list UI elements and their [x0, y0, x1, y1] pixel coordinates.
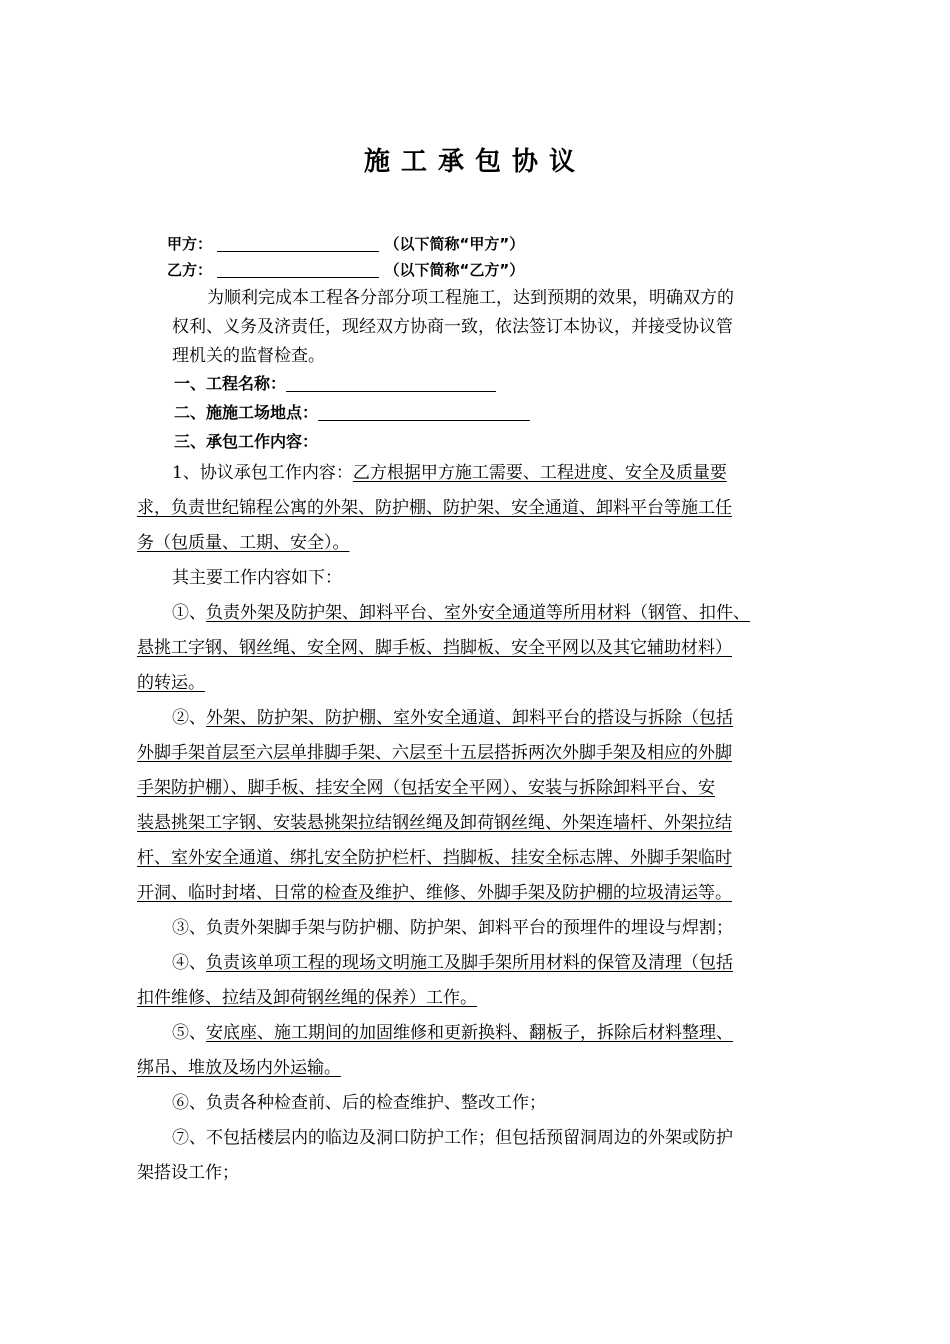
main-content-intro: 其主要工作内容如下： [172, 568, 342, 588]
c2-line-3: 手架防护棚）、脚手板、挂安全网（包括安全平网）、安装与拆除卸料平台、安 [137, 778, 715, 798]
party-a-label: 甲方： [167, 235, 213, 253]
section-project-name-label: 一、工程名称： [174, 374, 287, 393]
section-site-location-label: 二、施施工场地点： [174, 403, 319, 422]
c1-line-2: 悬挑工字钢、钢丝绳、安全网、脚手板、挡脚板、安全平网以及其它辅助材料） [137, 638, 732, 658]
intro-line-1: 为顺利完成本工程各分部分项工程施工，达到预期的效果，明确双方的 [207, 288, 734, 308]
c2-line-2: 外脚手架首层至六层单排脚手架、六层至十五层搭拆两次外脚手架及相应的外脚 [137, 743, 732, 763]
c6-line: ⑥、负责各种检查前、后的检查维护、整改工作； [172, 1093, 546, 1113]
c2-line-4: 装悬挑架工字钢、安装悬挑架拉结钢丝绳及卸荷钢丝绳、外架连墙杆、外架拉结 [137, 813, 732, 833]
c5-text-1: 安底座、施工期间的加固维修和更新换料、翻板子，拆除后材料整理、 [206, 1023, 733, 1043]
c4-prefix: ④、 [172, 953, 206, 973]
item1-line-3: 务（包质量、工期、安全）。 [137, 533, 350, 553]
c2-line-1 [172, 705, 733, 731]
party-b-line [167, 259, 524, 281]
c4-line-1 [172, 950, 733, 976]
party-b-label: 乙方： [167, 261, 213, 279]
intro-line-3: 理机关的监督检查。 [172, 346, 325, 366]
c1-text-1: 负责外架及防护架、卸料平台、室外安全通道等所用材料（钢管、扣件、 [206, 603, 750, 623]
c2-prefix: ②、 [172, 708, 206, 728]
c7-line-1: ⑦、不包括楼层内的临边及洞口防护工作；但包括预留洞周边的外架或防护 [172, 1128, 733, 1148]
item1-line-1 [172, 460, 727, 486]
party-a-note: （以下简称“甲方”） [384, 235, 525, 253]
c2-text-1: 外架、防护架、防护棚、室外安全通道、卸料平台的搭设与拆除（包括 [206, 708, 733, 728]
section-site-location [174, 401, 530, 425]
party-a-line [167, 233, 524, 255]
c3-line: ③、负责外架脚手架与防护棚、防护架、卸料平台的预埋件的埋设与焊割； [172, 918, 733, 938]
item1-prefix: 1、协议承包工作内容： [172, 463, 353, 483]
party-b-note: （以下简称“乙方”） [384, 261, 525, 279]
item1-text-1: 乙方根据甲方施工需要、工程进度、安全及质量要 [352, 463, 727, 483]
c2-line-6: 开洞、临时封堵、日常的检查及维护、维修、外脚手架及防护棚的垃圾清运等。 [137, 883, 732, 903]
c5-line-1 [172, 1020, 733, 1046]
document-title: 施工承包协议 [363, 147, 586, 177]
item1-line-2: 求，负责世纪锦程公寓的外架、防护棚、防护架、安全通道、卸料平台等施工任 [137, 498, 732, 518]
section-project-name [174, 372, 496, 396]
c1-line-1 [172, 600, 750, 626]
site-location-blank[interactable] [318, 404, 530, 421]
project-name-blank[interactable] [286, 375, 496, 392]
c1-prefix: ①、 [172, 603, 206, 623]
c2-line-5: 杆、室外安全通道、绑扎安全防护栏杆、挡脚板、挂安全标志牌、外脚手架临时 [137, 848, 732, 868]
c4-line-2: 扣件维修、拉结及卸荷钢丝绳的保养）工作。 [137, 988, 477, 1008]
party-b-blank[interactable] [217, 261, 379, 278]
party-a-blank[interactable] [217, 235, 379, 252]
intro-line-2: 权利、义务及济责任，现经双方协商一致，依法签订本协议，并接受协议管 [172, 317, 733, 337]
c5-prefix: ⑤、 [172, 1023, 206, 1043]
c4-text-1: 负责该单项工程的现场文明施工及脚手架所用材料的保管及清理（包括 [206, 953, 733, 973]
section-work-content: 三、承包工作内容： [174, 432, 319, 451]
c5-line-2: 绑吊、堆放及场内外运输。 [137, 1058, 341, 1078]
c1-line-3: 的转运。 [137, 673, 205, 693]
c7-line-2: 架搭设工作； [137, 1163, 239, 1183]
